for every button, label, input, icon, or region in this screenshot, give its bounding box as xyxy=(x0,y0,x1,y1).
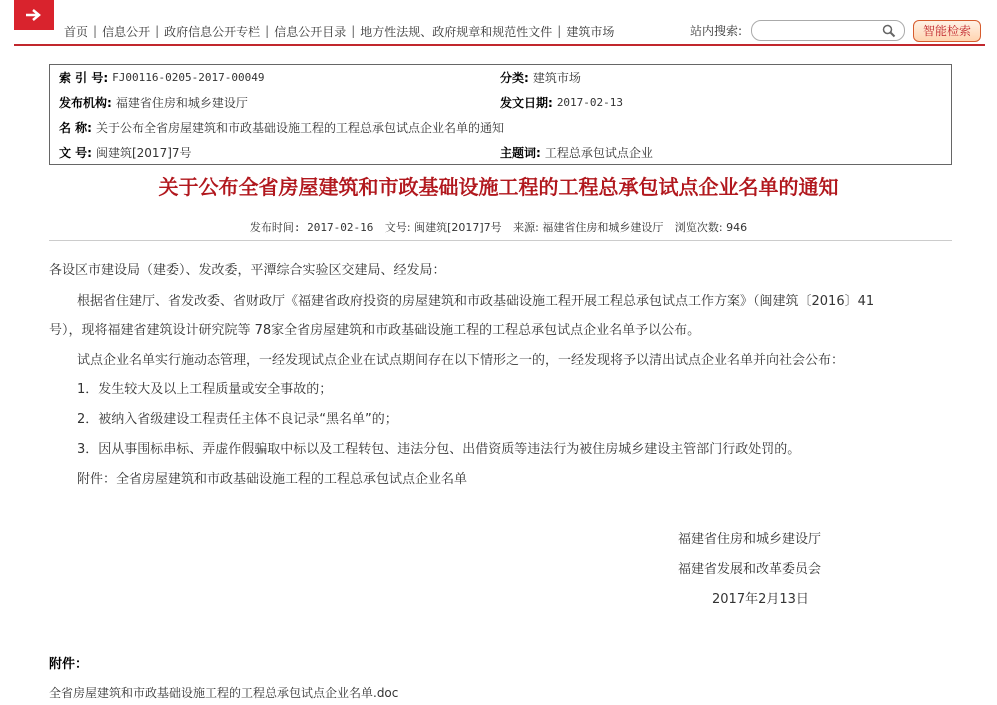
meta-subject-row xyxy=(500,143,653,161)
meta-subject-value: 工程总承包试点企业 xyxy=(544,145,653,160)
paragraph: 号），现将福建省建筑设计研究院等 78家全省房屋建筑和市政基础设施工程的工程总承包试点企业名单予以公布。 xyxy=(49,323,701,338)
meta-subject-label: 主题词: xyxy=(500,145,541,160)
breadcrumb-home[interactable]: 首页 xyxy=(64,24,89,39)
list-item: 1．发生较大及以上工程质量或安全事故的； xyxy=(77,382,333,397)
attachment-link[interactable]: 全省房屋建筑和市政基础设施工程的工程总承包试点企业名单.doc xyxy=(49,686,399,700)
meta-docno-row xyxy=(59,143,192,161)
attachments-heading: 附件： xyxy=(49,657,89,672)
meta-category-value: 建筑市场 xyxy=(532,70,581,85)
view-count: 浏览次数: 946 xyxy=(674,221,748,234)
article-title: 关于公布全省房屋建筑和市政基础设施工程的工程总承包试点企业名单的通知 xyxy=(158,175,839,199)
breadcrumb-construction-market[interactable]: 建筑市场 xyxy=(566,24,615,39)
breadcrumb-separator: | xyxy=(351,24,356,38)
article-info-bar xyxy=(0,219,997,235)
paragraph: 根据省住建厅、省发改委、省财政厅《福建省政府投资的房屋建筑和市政基础设施工程开展工程总承包试点工作方案》（闽建筑〔2016〕41 xyxy=(77,294,875,309)
breadcrumb-info-open[interactable]: 信息公开 xyxy=(102,24,151,39)
list-item: 3．因从事围标串标、弄虚作假骗取中标以及工程转包、违法分包、出借资质等违法行为被住房城乡建设主管部门行政处罚的。 xyxy=(77,442,801,457)
meta-date-row xyxy=(500,93,623,111)
publish-time: 发布时间: 2017-02-16 xyxy=(249,221,374,234)
breadcrumb-separator: | xyxy=(265,24,270,38)
meta-issuer-row xyxy=(59,93,248,111)
document-metadata-table xyxy=(49,64,952,165)
meta-docno-value: 闽建筑[2017]7号 xyxy=(95,145,192,160)
search-label: 站内搜索: xyxy=(690,24,743,38)
breadcrumb-separator: | xyxy=(93,24,98,38)
search-icon[interactable] xyxy=(882,24,896,42)
smart-search-button[interactable]: 智能检索 xyxy=(913,20,981,42)
meta-issuer-value: 福建省住房和城乡建设厅 xyxy=(115,95,248,110)
list-item: 2．被纳入省级建设工程责任主体不良记录“黑名单”的； xyxy=(77,412,398,427)
meta-index-value: FJ00116-0205-2017-00049 xyxy=(112,70,265,84)
breadcrumb-regulations[interactable]: 地方性法规、政府规章和规范性文件 xyxy=(360,24,553,39)
meta-issuer-label: 发布机构: xyxy=(59,95,112,110)
search-box xyxy=(751,20,905,41)
signature-department-2: 福建省发展和改革委员会 xyxy=(678,562,822,577)
paragraph: 试点企业名单实行施动态管理，一经发现试点企业在试点期间存在以下情形之一的，一经发现将予以清出试点企业名单并向社会公布： xyxy=(77,353,845,368)
signature-date: 2017年2月13日 xyxy=(712,592,809,607)
breadcrumb-info-column[interactable]: 政府信息公开专栏 xyxy=(164,24,261,39)
article-doc-no: 文号: 闽建筑[2017]7号 xyxy=(384,221,502,234)
article-source: 来源: 福建省住房和城乡建设厅 xyxy=(513,221,664,234)
meta-name-row xyxy=(59,118,504,136)
breadcrumb-separator: | xyxy=(155,24,160,38)
breadcrumb-separator: | xyxy=(557,24,562,38)
meta-docno-label: 文 号: xyxy=(59,145,92,160)
divider xyxy=(49,240,952,241)
meta-date-value: 2017-02-13 xyxy=(556,95,624,109)
meta-name-label: 名 称: xyxy=(59,120,92,135)
meta-name-value: 关于公布全省房屋建筑和市政基础设施工程的工程总承包试点企业名单的通知 xyxy=(95,120,504,135)
meta-date-label: 发文日期: xyxy=(500,95,553,110)
paragraph-salutation: 各设区市建设局（建委）、发改委，平潭综合实验区交建局、经发局： xyxy=(49,263,446,278)
paragraph-attachment-note: 附件：全省房屋建筑和市政基础设施工程的工程总承包试点企业名单 xyxy=(77,472,468,487)
meta-index-row xyxy=(59,68,264,86)
home-arrow-icon[interactable] xyxy=(14,0,54,30)
signature-department-1: 福建省住房和城乡建设厅 xyxy=(678,532,822,547)
meta-index-label: 索 引 号: xyxy=(59,70,109,85)
breadcrumb-info-catalog[interactable]: 信息公开目录 xyxy=(274,24,347,39)
meta-category-label: 分类: xyxy=(500,70,529,85)
meta-category-row xyxy=(500,68,581,86)
search-input[interactable] xyxy=(760,23,878,38)
breadcrumb xyxy=(64,22,614,40)
